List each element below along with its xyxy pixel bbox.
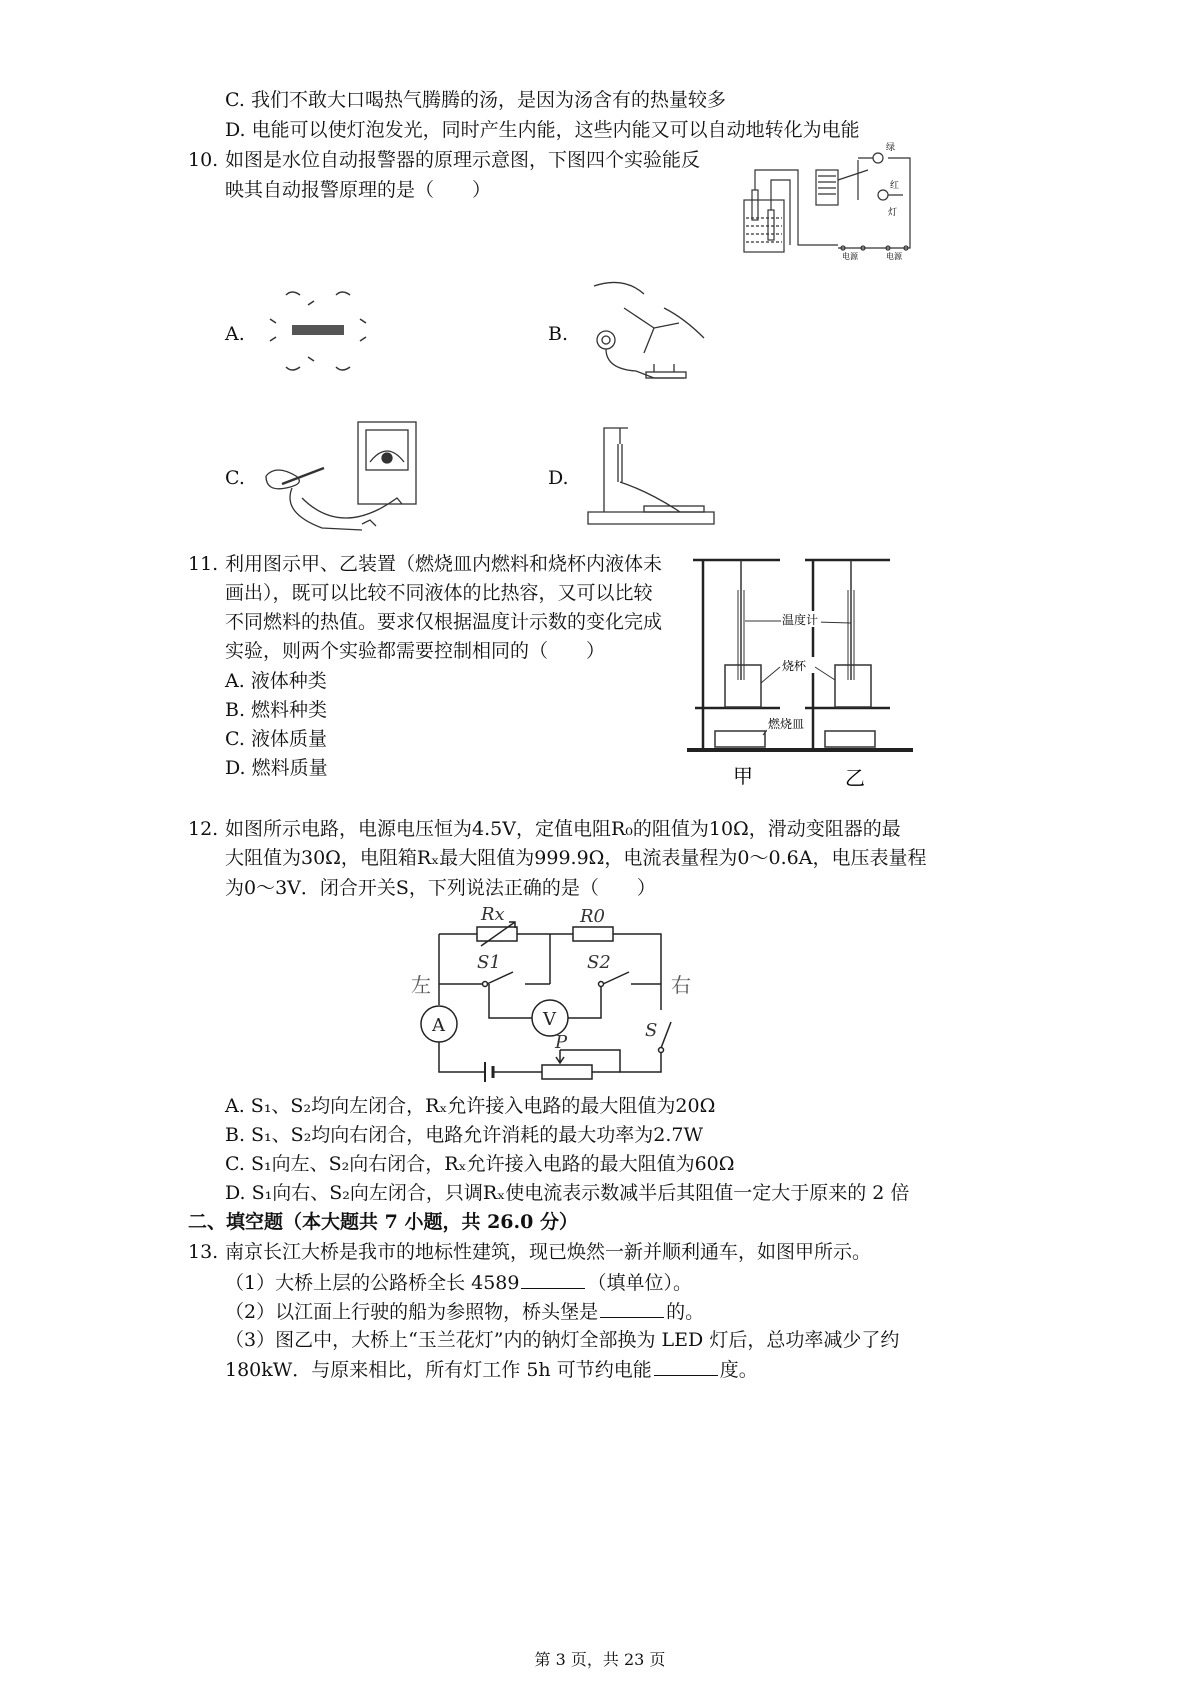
page-footer: 第 3 页，共 23 页	[534, 1650, 666, 1669]
q12-option-c: C. S₁向左、S₂向右闭合，Rₓ允许接入电路的最大阻值为60Ω	[225, 1153, 735, 1175]
q10-option-c-label: C.	[225, 467, 245, 489]
circuit-right-label: 右	[671, 973, 691, 997]
alarm-green-label: 绿	[886, 143, 896, 153]
q10-stem-line1: 如图是水位自动报警器的原理示意图，下图四个实验能反	[225, 149, 701, 171]
q13-part2-text-b: 的。	[666, 1301, 705, 1323]
q13-part1-text-a: （1）大桥上层的公路桥全长 4589	[225, 1272, 520, 1294]
q13-stem: 南京长江大桥是我市的地标性建筑，现已焕然一新并顺利通车，如图甲所示。	[225, 1241, 872, 1263]
q12-stem-line1: 如图所示电路，电源电压恒为4.5V，定值电阻R₀的阻值为10Ω，滑动变阻器的最	[225, 818, 901, 840]
apparatus-jia-label: 甲	[733, 764, 753, 788]
galvanometer-figure	[262, 418, 427, 536]
q9-option-c: C. 我们不敢大口喝热气腾腾的汤，是因为汤含有的热量较多	[225, 89, 726, 111]
thermometer-label: 温度计	[782, 613, 819, 627]
circuit-s-label: S	[645, 1020, 658, 1041]
q11-stem-line1: 利用图示甲、乙装置（燃烧皿内燃料和烧杯内液体未	[225, 553, 663, 575]
circuit-r0-label: R0	[580, 906, 606, 927]
q13-blank-2[interactable]	[600, 1299, 664, 1318]
q12-option-a: A. S₁、S₂均向左闭合，Rₓ允许接入电路的最大阻值为20Ω	[225, 1095, 716, 1117]
q11-stem-line3: 不同燃料的热值。要求仅根据温度计示数的变化完成	[225, 611, 663, 633]
dish-label: 燃烧皿	[768, 717, 805, 731]
q11-option-b: B. 燃料种类	[225, 699, 328, 721]
q12-option-d: D. S₁向右、S₂向左闭合，只调Rₓ使电流表示数减半后其阻值一定大于原来的 2 倍	[225, 1182, 910, 1204]
electromagnet-stand-figure	[584, 420, 719, 530]
q9-option-d: D. 电能可以使灯泡发光，同时产生内能，这些内能又可以自动地转化为电能	[225, 119, 860, 141]
alarm-power2-label: 电源	[886, 252, 902, 260]
water-level-alarm-diagram	[738, 140, 918, 260]
q10-option-a-label: A.	[225, 323, 245, 345]
q10-option-b-label: B.	[548, 323, 569, 345]
circuit-s1-label: S1	[477, 952, 501, 973]
alarm-power1-label: 电源	[842, 252, 858, 260]
q13-part2-text-a: （2）以江面上行驶的船为参照物，桥头堡是	[225, 1301, 599, 1323]
circuit-ammeter-label: A	[432, 1015, 445, 1036]
apparatus-yi-label: 乙	[845, 766, 865, 790]
q13-blank-1[interactable]	[521, 1270, 585, 1289]
q13-part3-text-b: 度。	[719, 1359, 758, 1381]
q13-part1	[225, 1270, 692, 1296]
q11-stem-line4: 实验，则两个实验都需要控制相同的（ ）	[225, 640, 606, 662]
heating-apparatus-figure	[685, 545, 925, 795]
circuit-s2-label: S2	[587, 952, 611, 973]
q10-option-d-label: D.	[548, 467, 569, 489]
q12-circuit-diagram	[405, 900, 705, 1090]
circuit-p-label: P	[555, 1032, 568, 1053]
beaker-label: 烧杯	[782, 659, 807, 673]
q11-stem-line2: 画出），既可以比较不同液体的比热容，又可以比较	[225, 582, 653, 604]
q13-part3-line1: （3）图乙中，大桥上“玉兰花灯”内的钠灯全部换为 LED 灯后，总功率减少了约	[225, 1329, 900, 1351]
generator-hand-figure	[584, 278, 714, 388]
alarm-lamp-label: 灯	[888, 208, 898, 218]
circuit-voltmeter-label: V	[543, 1009, 556, 1030]
section-fill-in-title: 二、填空题（本大题共 7 小题，共 26.0 分）	[188, 1211, 578, 1233]
q11-option-c: C. 液体质量	[225, 728, 327, 750]
q11-option-a: A. 液体种类	[225, 670, 327, 692]
q13-part1-text-b: （填单位）。	[587, 1272, 692, 1294]
alarm-red-label: 红	[890, 181, 900, 191]
q11-option-d: D. 燃料质量	[225, 757, 328, 779]
q12-option-b: B. S₁、S₂均向右闭合，电路允许消耗的最大功率为2.7W	[225, 1124, 704, 1146]
q10-number: 10.	[188, 149, 219, 171]
q10-stem-line2: 映其自动报警原理的是（ ）	[225, 179, 492, 201]
q12-stem-line2: 大阻值为30Ω，电阻箱Rₓ最大阻值为999.9Ω，电流表量程为0～0.6A，电压表量程	[225, 847, 927, 869]
q12-stem-line3: 为0～3V．闭合开关S，下列说法正确的是（ ）	[225, 877, 656, 899]
q13-part2	[225, 1299, 704, 1325]
magnet-field-figure	[262, 285, 374, 375]
q12-number: 12.	[188, 818, 219, 840]
circuit-left-label: 左	[411, 973, 431, 997]
circuit-rx-label: Rx	[481, 904, 505, 925]
q13-blank-3[interactable]	[654, 1357, 718, 1376]
q13-number: 13.	[188, 1241, 219, 1263]
q11-number: 11.	[188, 553, 219, 575]
q13-part3-line2	[225, 1357, 758, 1383]
q13-part3-text-a: 180kW．与原来相比，所有灯工作 5h 可节约电能	[225, 1359, 652, 1381]
